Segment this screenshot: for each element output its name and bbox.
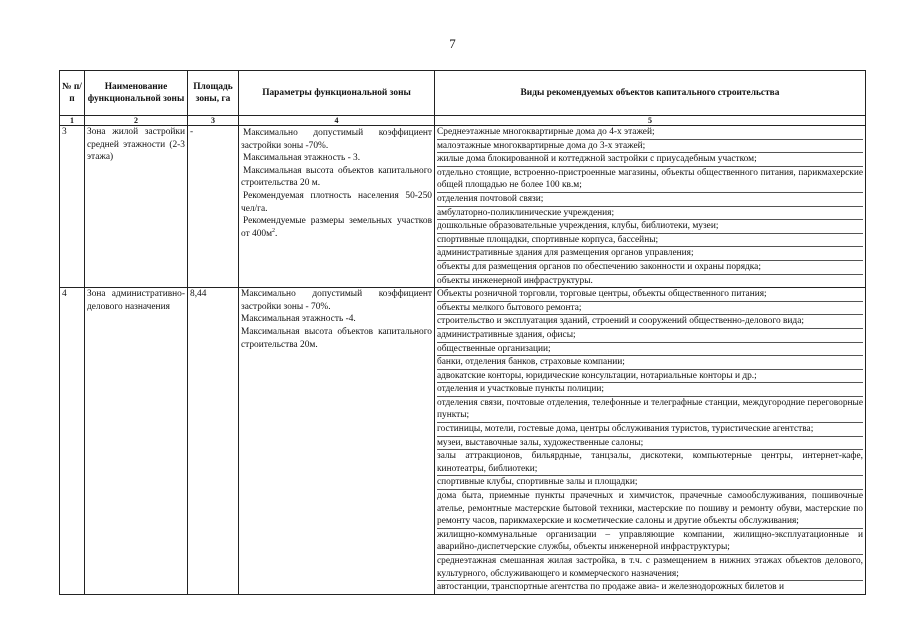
object-item: общественные организации; <box>437 343 863 357</box>
row-num: 3 <box>60 126 85 288</box>
header-objects: Виды рекомендуемых объектов капитального строительства <box>435 71 866 116</box>
object-item: спортивные площадки, спортивные корпуса, бассейны; <box>437 234 863 248</box>
object-item: Среднеэтажные многоквартирные дома до 4-х этажей; <box>437 126 863 140</box>
column-number: 3 <box>188 116 239 126</box>
object-item: дома быта, приемные пункты прачечных и химчисток, прачечные самообслуживания, пошивочные ателье, ремонтные мастерские бытовой техники, мастерские по пошиву и ремонту обуви, мастерские по ремонту часов, парикмахерские и косметические салоны и другие объекты обслуживания; <box>437 490 863 529</box>
param-line: Максимальная этажность - 3. <box>243 153 361 164</box>
zone-params <box>239 126 435 288</box>
zone-objects <box>435 288 866 595</box>
param-line <box>241 215 432 240</box>
param-line: Рекомендуемая плотность населения 50-250 чел/га. <box>241 190 432 214</box>
page-number: 7 <box>449 36 456 51</box>
header-num: № п/п <box>60 71 85 116</box>
param-text: . <box>275 228 278 239</box>
zone-params <box>239 288 435 595</box>
object-item: автостанции, транспортные агентства по продаже авиа- и железнодорожных билетов и <box>437 582 784 593</box>
param-line: Максимально допустимый коэффициент застройки зоны - 70%. <box>241 289 432 312</box>
object-item: объекты для размещения органов по обеспечению законности и охраны порядка; <box>437 261 863 275</box>
column-number: 5 <box>435 116 866 126</box>
param-line: Максимально допустимый коэффициент застройки зоны -70%. <box>241 128 432 151</box>
param-line: Максимальная высота объектов капитального строительства 20 м. <box>241 165 432 189</box>
object-item: отдельно стоящие, встроенно-пристроенные магазины, объекты общественного питания, парикмахерские общей площадью не более 100 кв.м; <box>437 167 863 193</box>
column-number: 4 <box>239 116 435 126</box>
object-item: Объекты розничной торговли, торговые центры, объекты общественного питания; <box>437 288 863 302</box>
table-row <box>60 126 866 288</box>
object-item: административные здания для размещения органов управления; <box>437 247 863 261</box>
param-line: Максимальная высота объектов капитального строительства 20м. <box>241 326 432 350</box>
object-item: адвокатские конторы, юридические консультации, нотариальные конторы и др.; <box>437 370 863 384</box>
object-item: амбулаторно-поликлинические учреждения; <box>437 207 863 221</box>
row-num: 4 <box>60 288 85 595</box>
zone-name: Зона жилой застройки средней этажности (2-3 этажа) <box>85 126 188 288</box>
zone-area: 8,44 <box>188 288 239 595</box>
object-item: гостиницы, мотели, гостевые дома, центры обслуживания туристов, туристические агентства; <box>437 423 863 437</box>
column-number: 1 <box>60 116 85 126</box>
superscript-2: 2 <box>272 227 275 234</box>
zone-objects <box>435 126 866 288</box>
object-item: административные здания, офисы; <box>437 329 863 343</box>
object-item: объекты мелкого бытового ремонта; <box>437 302 863 316</box>
object-item: спортивные клубы, спортивные залы и площадки; <box>437 476 863 490</box>
param-line: Максимальная этажность -4. <box>241 314 356 325</box>
table-header-row <box>60 71 866 116</box>
object-item: отделения и участковые пункты полиции; <box>437 383 863 397</box>
table-row <box>60 288 866 595</box>
object-item: отделения почтовой связи; <box>437 193 863 207</box>
header-params: Параметры функциональной зоны <box>239 71 435 116</box>
object-item: малоэтажные многоквартирные дома до 3-х этажей; <box>437 140 863 154</box>
object-item: строительство и эксплуатация зданий, строений и сооружений общественно-делового вида; <box>437 315 863 329</box>
header-area: Площадь зоны, га <box>188 71 239 116</box>
object-item: отделения связи, почтовые отделения, телефонные и телеграфные станции, междугородние переговорные пункты; <box>437 397 863 423</box>
object-item: среднеэтажная смешанная жилая застройка, в т.ч. с размещением в нижних этажах объектов делового, культурного, обслуживающего и коммерческого назначения; <box>437 555 863 581</box>
zone-area: - <box>188 126 239 288</box>
param-text: Рекомендуемые размеры земельных участков от 400м <box>241 216 432 239</box>
object-item: музеи, выставочные залы, художественные салоны; <box>437 437 863 451</box>
object-item: жилищно-коммунальные организации – управляющие компании, жилищно-эксплуатационные и аварийно-диспетчерские службы, объекты инженерной инфраструктуры; <box>437 529 863 555</box>
zones-table <box>59 70 866 595</box>
zone-name: Зона административно-делового назначения <box>85 288 188 595</box>
header-zone-name: Наименование функциональной зоны <box>85 71 188 116</box>
column-number: 2 <box>85 116 188 126</box>
column-number-row <box>60 116 866 126</box>
object-item: залы аттракционов, бильярдные, танцзалы, дискотеки, компьютерные центры, интернет-кафе, кинотеатры, библиотеки; <box>437 450 863 476</box>
object-item: дошкольные образовательные учреждения, клубы, библиотеки, музеи; <box>437 220 863 234</box>
object-item: банки, отделения банков, страховые компании; <box>437 356 863 370</box>
object-item: жилые дома блокированной и коттеджной застройки с приусадебным участком; <box>437 153 863 167</box>
object-item: объекты инженерной инфраструктуры. <box>437 275 593 286</box>
